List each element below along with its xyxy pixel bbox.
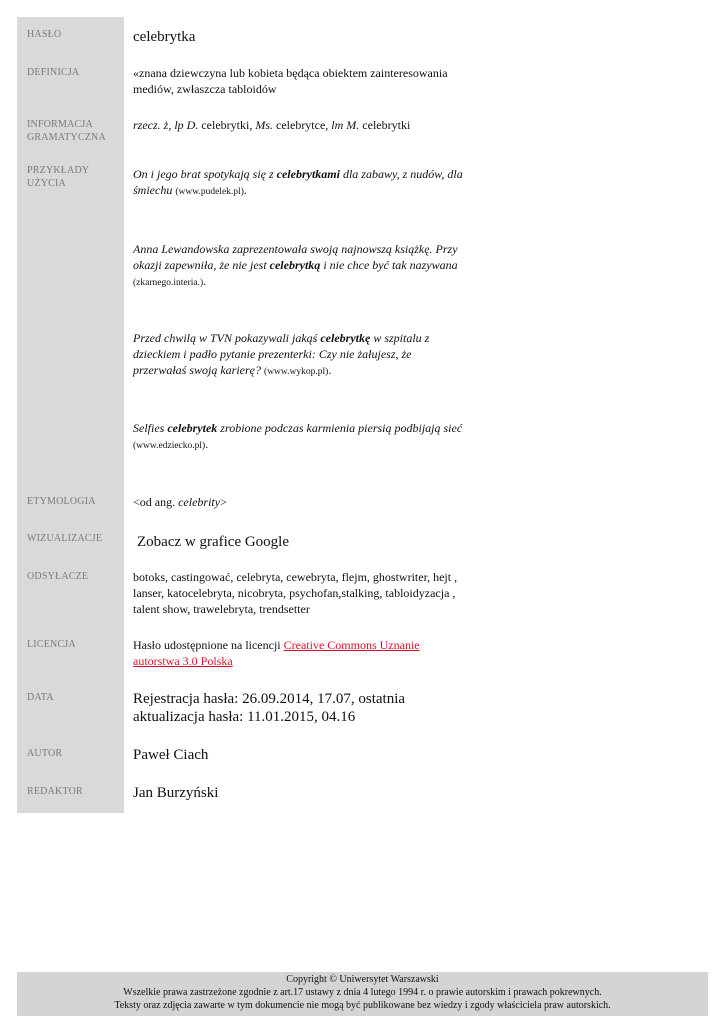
example-source: www.edziecko.pl <box>136 441 203 451</box>
label-licencja: LICENCJA <box>27 639 76 650</box>
grammar-part: celebrytki, <box>198 118 256 132</box>
example-1: On i jego brat spotykają się z celebrytkami dla zabawy, z nudów, dla śmiechu (www.pudelek.pl). <box>133 167 463 197</box>
license-link[interactable]: Creative Commons Uznanie autorstwa 3.0 Polska <box>133 638 420 668</box>
grammar-part: celebrytki <box>359 118 411 132</box>
label-informacja: INFORMACJA GRAMATYCZNA <box>27 119 106 143</box>
date-info: Rejestracja hasła: 26.09.2014, 17.07, ostatnia aktualizacja hasła: 11.01.2015, 04.16 <box>133 691 406 725</box>
copyright-footer <box>17 972 708 1016</box>
label-przyklady: PRZYKŁADY UŻYCIA <box>27 165 89 189</box>
label-data: DATA <box>27 692 54 703</box>
example-3: Przed chwilą w TVN pokazywali jakąś celebrytkę w szpitalu z dzieckiem i padło pytanie prezenterki: Czy nie żałujesz, że przerwałaś swoją karierę? (www.wykop.pl). <box>133 331 430 377</box>
footer-copyright: Copyright © Uniwersytet Warszawski <box>286 974 439 985</box>
example-source: www.wykop.pl <box>267 367 326 377</box>
definition-text: «znana dziewczyna lub kobieta będąca obiektem zainteresowania mediów, zwłaszcza tabloidów <box>133 66 448 96</box>
label-wizualizacje: WIZUALIZACJE <box>27 533 103 544</box>
grammar-part: rzecz. ż, lp D. <box>133 118 199 132</box>
example-4: Selfies celebrytek zrobione podczas karmienia piersią podbijają sieć (www.edziecko.pl). <box>133 421 463 451</box>
label-definicja: DEFINICJA <box>27 67 80 78</box>
footer-rights: Wszelkie prawa zastrzeżone zgodnie z art.17 ustawy z dnia 4 lutego 1994 r. o prawie autorskim i prawach pokrewnych. <box>123 987 602 998</box>
label-odsylacze: ODSYŁACZE <box>27 571 89 582</box>
google-images-link[interactable]: Zobacz w grafice Google <box>137 534 290 550</box>
author-name: Paweł Ciach <box>133 747 209 763</box>
grammar-info <box>133 117 410 133</box>
label-etymologia: ETYMOLOGIA <box>27 496 96 507</box>
grammar-part: Ms. <box>255 118 273 132</box>
example-source: www.pudelek.pl <box>178 187 241 197</box>
label-haslo: HASŁO <box>27 29 62 40</box>
example-2: Anna Lewandowska zaprezentowała swoją najnowszą książkę. Przy okazji zapewniła, że nie jest celebrytką i nie chce być tak nazywana (zkarnego.interia.). <box>133 242 458 288</box>
etymology-text: <od ang. celebrity> <box>133 495 227 509</box>
example-source: zkarnego.interia. <box>136 278 200 288</box>
editor-name: Jan Burzyński <box>133 785 219 801</box>
license-text: Hasło udostępnione na licencji Creative Commons Uznanie autorstwa 3.0 Polska <box>133 638 420 668</box>
label-redaktor: REDAKTOR <box>27 786 83 797</box>
headword: celebrytka <box>133 29 196 45</box>
grammar-part: celebrytce, <box>273 118 332 132</box>
footer-notice: Teksty oraz zdjęcia zawarte w tym dokumencie nie mogą być publikowane bez wiedzy i zgody właściciela praw autorskich. <box>114 1000 611 1011</box>
label-autor: AUTOR <box>27 748 63 759</box>
grammar-part: lm M. <box>331 118 360 132</box>
cross-references: botoks, castingować, celebryta, cewebryta, flejm, ghostwriter, hejt , lanser, katocelebryta, nicobryta, psychofan,stalking, tabloidyzacja , talent show, trawelebryta, trendsetter <box>133 570 458 616</box>
